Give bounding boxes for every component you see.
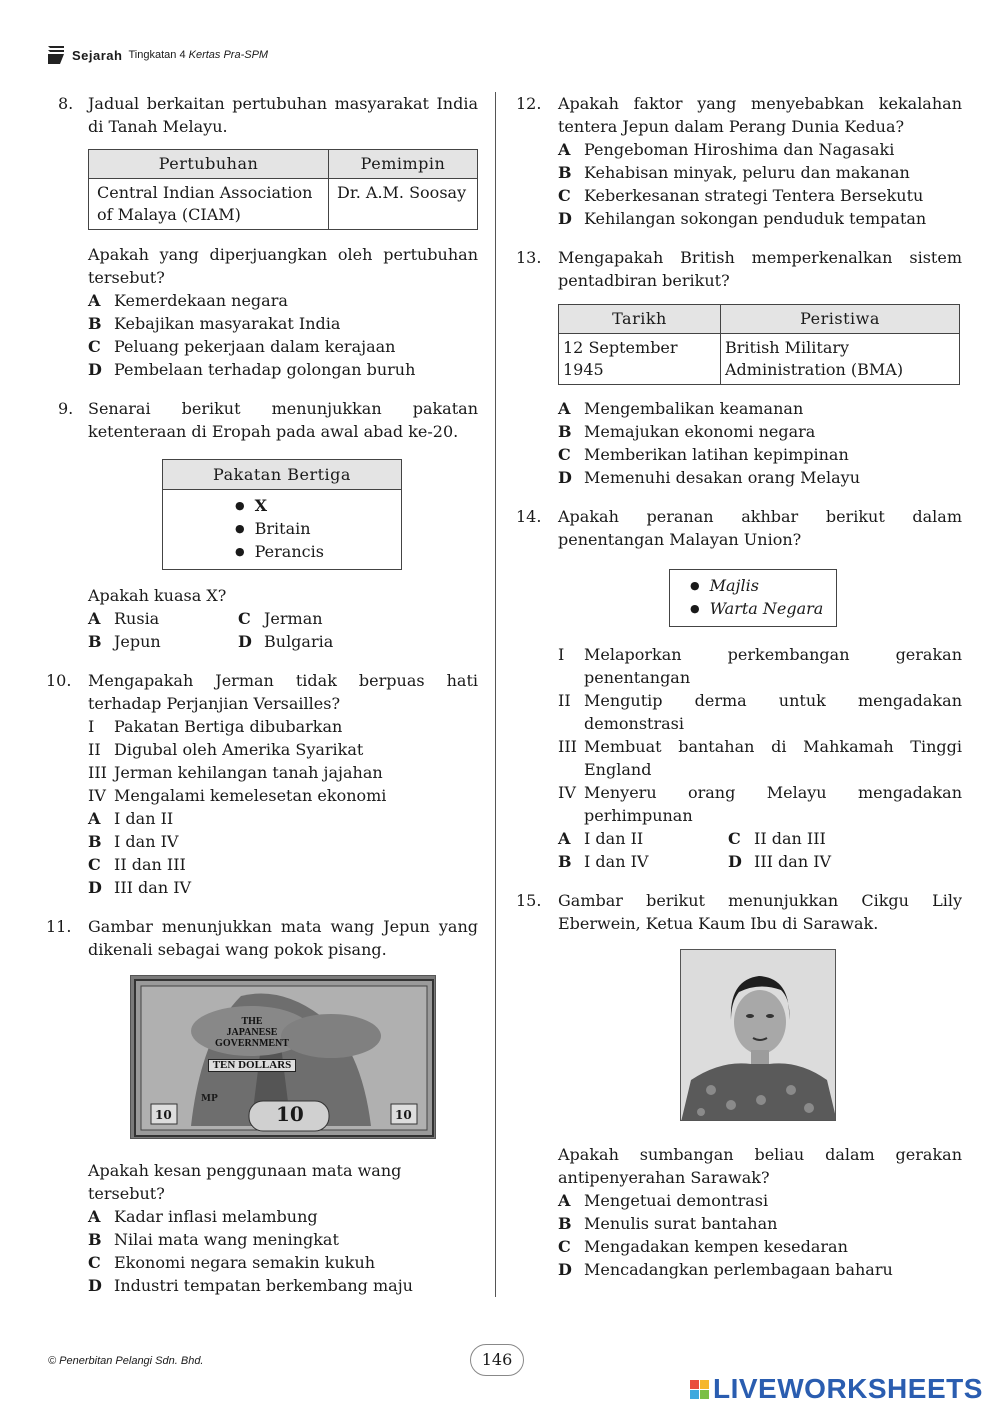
event-table <box>558 304 960 385</box>
note-value: 10 <box>395 1108 412 1122</box>
statement: IV Mengalami kemelesetan ekonomi <box>88 786 387 805</box>
question-14 <box>516 505 962 873</box>
right-column <box>516 92 962 1281</box>
statement: I Pakatan Bertiga dibubarkan <box>88 717 343 736</box>
question-text: Senarai berikut menunjukkan pakatan ketenteraan di Eropah pada awal abad ke-20. <box>88 399 478 441</box>
table-cell: Dr. A.M. Soosay <box>329 179 478 230</box>
list-item: ● Warta Negara <box>690 599 824 618</box>
question-11 <box>46 915 478 1297</box>
options <box>558 827 898 873</box>
option-b[interactable]: B Memajukan ekonomi negara <box>558 422 816 441</box>
table-header: Tarikh <box>559 305 721 334</box>
left-column <box>46 92 478 1297</box>
page-number: 146 <box>470 1344 524 1376</box>
option-c[interactable]: C Ekonomi negara semakin kukuh <box>88 1253 376 1272</box>
option-c[interactable]: C Memberikan latihan kepimpinan <box>558 445 849 464</box>
question-number: 13. <box>516 248 542 267</box>
note-value: 10 <box>276 1102 304 1126</box>
question-number: 11. <box>46 917 72 936</box>
question-8 <box>46 92 478 381</box>
page-header <box>46 44 268 66</box>
option-b[interactable]: B Kehabisan minyak, peluru dan makanan <box>558 163 910 182</box>
question-text: Apakah faktor yang menyebabkan kekalahan tentera Jepun dalam Perang Dunia Kedua? <box>558 94 962 136</box>
option-a[interactable]: A I dan II <box>558 829 644 848</box>
question-prompt: Apakah kuasa X? <box>88 586 227 605</box>
question-12 <box>516 92 962 230</box>
option-d[interactable]: D Pembelaan terhadap golongan buruh <box>88 360 416 379</box>
question-number: 12. <box>516 94 542 113</box>
list-item: ● Britain <box>235 519 311 538</box>
question-15 <box>516 889 962 1281</box>
option-d[interactable]: D Kehilangan sokongan penduduk tempatan <box>558 209 927 228</box>
portrait-illustration <box>681 950 836 1121</box>
statements <box>88 715 478 807</box>
question-number: 8. <box>58 94 74 113</box>
question-number: 15. <box>516 891 542 910</box>
table-cell: British Military Administration (BMA) <box>721 334 960 385</box>
question-text: Jadual berkaitan pertubuhan masyarakat India di Tanah Melayu. <box>88 94 478 136</box>
option-a[interactable]: A Kemerdekaan negara <box>88 291 288 310</box>
question-text: Apakah peranan akhbar berikut dalam penentangan Malayan Union? <box>558 507 962 549</box>
options <box>88 807 478 899</box>
book-logo-icon <box>46 44 66 66</box>
list-item: ● Majlis <box>690 576 759 595</box>
column-divider <box>495 92 496 1297</box>
option-d[interactable]: D III dan IV <box>88 878 192 897</box>
question-prompt: Apakah yang diperjuangkan oleh pertubuhan tersebut? <box>88 245 478 287</box>
options <box>558 138 962 230</box>
options <box>88 1205 478 1297</box>
option-c[interactable]: C II dan III <box>728 829 826 848</box>
options <box>558 1189 962 1281</box>
table-header: Pemimpin <box>329 150 478 179</box>
series-title: Tingkatan 4 Kertas Pra-SPM <box>128 49 269 61</box>
statement: II Mengutip derma untuk mengadakan demonstrasi <box>558 691 962 733</box>
liveworksheets-logo-icon <box>690 1380 709 1399</box>
question-prompt: Apakah kesan penggunaan mata wang tersebut? <box>88 1161 402 1203</box>
newspaper-box <box>669 569 837 627</box>
statement: III Membuat bantahan di Mahkamah Tinggi England <box>558 737 962 779</box>
statement: III Jerman kehilangan tanah jajahan <box>88 763 383 782</box>
banknote-image <box>130 975 436 1139</box>
option-c[interactable]: C Keberkesanan strategi Tentera Bersekutu <box>558 186 924 205</box>
note-text: MP <box>201 1094 218 1104</box>
options <box>88 607 388 653</box>
table-header: Pertubuhan <box>89 150 329 179</box>
table-cell: Central Indian Association of Malaya (CIAM) <box>89 179 329 230</box>
statement: I Melaporkan perkembangan gerakan penentangan <box>558 645 962 687</box>
note-value: 10 <box>155 1108 172 1122</box>
option-a[interactable]: A Pengeboman Hiroshima dan Nagasaki <box>558 140 895 159</box>
question-9 <box>46 397 478 653</box>
statement: IV Menyeru orang Melayu mengadakan perhimpunan <box>558 783 962 825</box>
option-d[interactable]: D Industri tempatan berkembang maju <box>88 1276 413 1295</box>
option-b[interactable]: B Jepun <box>88 632 161 651</box>
option-a[interactable]: A I dan II <box>88 809 174 828</box>
option-c[interactable]: C Mengadakan kempen kesedaran <box>558 1237 848 1256</box>
option-d[interactable]: D Memenuhi desakan orang Melayu <box>558 468 860 487</box>
option-b[interactable]: B I dan IV <box>88 832 179 851</box>
option-b[interactable]: B Menulis surat bantahan <box>558 1214 778 1233</box>
option-c[interactable]: C Jerman <box>238 609 323 628</box>
note-denomination: TEN DOLLARS <box>208 1059 297 1072</box>
question-13 <box>516 246 962 489</box>
subject-title: Sejarah <box>72 47 123 63</box>
option-d[interactable]: D III dan IV <box>728 852 832 871</box>
table-cell: 12 September 1945 <box>559 334 721 385</box>
alliance-box <box>162 459 402 570</box>
note-text: THE <box>241 1016 263 1027</box>
option-b[interactable]: B Kebajikan masyarakat India <box>88 314 341 333</box>
list-item: ● Perancis <box>235 542 324 561</box>
option-b[interactable]: B Nilai mata wang meningkat <box>88 1230 339 1249</box>
options <box>558 397 962 489</box>
question-number: 10. <box>46 671 72 690</box>
option-c[interactable]: C II dan III <box>88 855 186 874</box>
note-text: GOVERNMENT <box>215 1038 289 1049</box>
question-text: Mengapakah British memperkenalkan sistem pentadbiran berikut? <box>558 248 962 290</box>
question-prompt: Apakah sumbangan beliau dalam gerakan antipenyerahan Sarawak? <box>558 1145 962 1187</box>
box-title: Pakatan Bertiga <box>163 460 401 490</box>
question-text: Gambar berikut menunjukkan Cikgu Lily Eberwein, Ketua Kaum Ibu di Sarawak. <box>558 891 962 933</box>
option-c[interactable]: C Peluang pekerjaan dalam kerajaan <box>88 337 396 356</box>
table-header: Peristiwa <box>721 305 960 334</box>
option-a[interactable]: A Rusia <box>88 609 160 628</box>
option-d[interactable]: D Bulgaria <box>238 632 334 651</box>
option-d[interactable]: D Mencadangkan perlembagaan baharu <box>558 1260 893 1279</box>
question-text: Gambar menunjukkan mata wang Jepun yang dikenali sebagai wang pokok pisang. <box>88 917 478 959</box>
question-10 <box>46 669 478 899</box>
organisation-table <box>88 149 478 230</box>
liveworksheets-brand[interactable] <box>690 1373 983 1405</box>
portrait-photo <box>680 949 836 1121</box>
option-a[interactable]: A Mengetuai demontrasi <box>558 1191 769 1210</box>
question-number: 9. <box>58 399 74 418</box>
question-number: 14. <box>516 507 542 526</box>
note-text: JAPANESE <box>226 1027 278 1038</box>
brand-text: LIVEWORKSHEETS <box>713 1373 983 1404</box>
option-a[interactable]: A Mengembalikan keamanan <box>558 399 804 418</box>
option-a[interactable]: A Kadar inflasi melambung <box>88 1207 318 1226</box>
option-b[interactable]: B I dan IV <box>558 852 649 871</box>
list-item: ● X <box>235 496 268 515</box>
statement: II Digubal oleh Amerika Syarikat <box>88 740 364 759</box>
copyright: © Penerbitan Pelangi Sdn. Bhd. <box>48 1355 204 1367</box>
question-text: Mengapakah Jerman tidak berpuas hati terhadap Perjanjian Versailles? <box>88 671 478 713</box>
options <box>88 289 478 381</box>
statements <box>558 643 962 827</box>
